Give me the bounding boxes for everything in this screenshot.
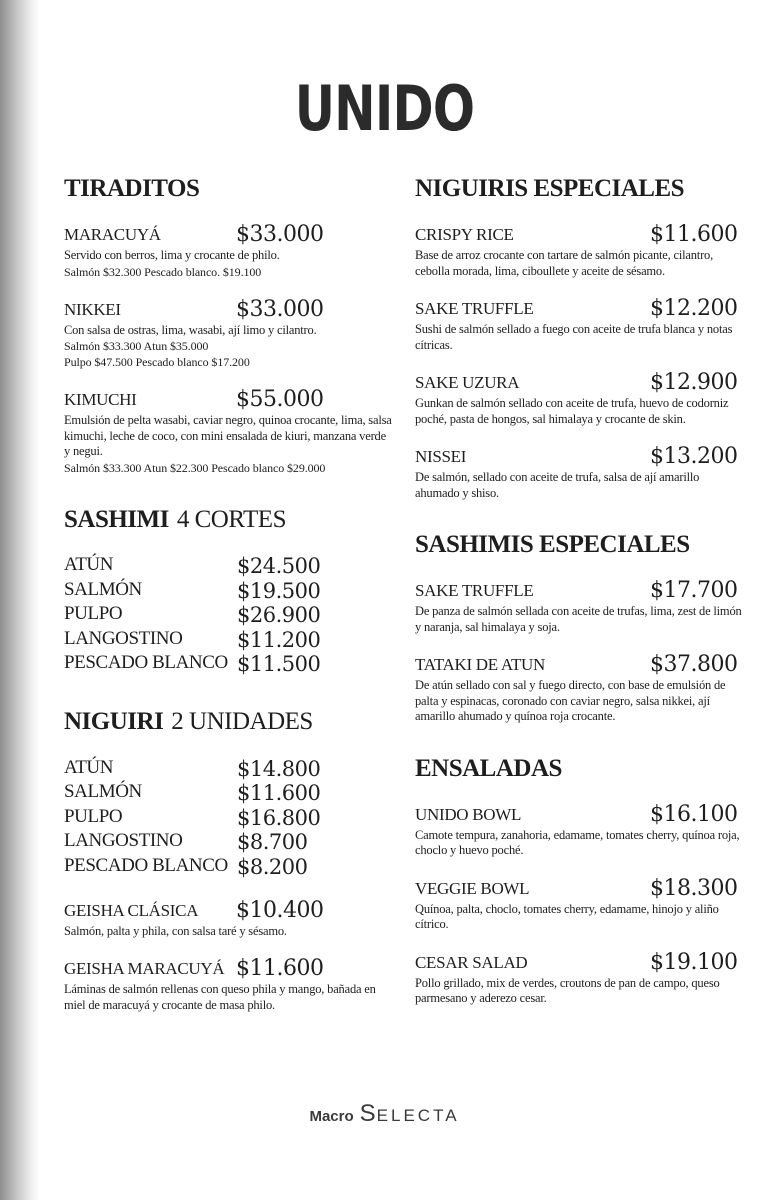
price-row-price: $8.700 (237, 830, 308, 854)
item-name: SAKE TRUFFLE (415, 581, 534, 600)
price-row-price: $8.200 (237, 854, 308, 879)
price-row-name: PESCADO BLANCO (64, 854, 228, 876)
item-price: $12.900 (650, 370, 738, 395)
price-row-name: SALMÓN (64, 578, 142, 600)
price-row (64, 756, 394, 781)
item-description: Salmón, palta y phila, con salsa taré y sésamo. (64, 923, 287, 938)
item-description: Servido con berros, lima y crocante de philo. (64, 248, 280, 262)
section-title-main: NIGUIRI (64, 708, 164, 735)
price-row (64, 830, 394, 855)
brand-footer (0, 1100, 769, 1128)
item-name: VEGGIE BOWL (415, 878, 530, 898)
item-description: Sushi de salmón sellado a fuego con aceite de trufa blanca y notas cítricas. (415, 322, 733, 352)
price-row-name: ATÚN (64, 756, 114, 778)
price-row-price: $11.200 (237, 627, 321, 652)
item-price: $16.100 (650, 801, 738, 827)
item-price: $33.000 (236, 296, 324, 322)
section-title (64, 506, 394, 534)
menu-item (415, 803, 745, 859)
item-price: $11.600 (650, 222, 738, 247)
menu-item (415, 579, 745, 635)
price-row-price: $24.500 (237, 554, 321, 578)
item-name: SAKE TRUFFLE (415, 299, 534, 318)
price-row (64, 554, 394, 579)
price-row-price: $11.600 (237, 781, 321, 805)
price-row (64, 578, 394, 603)
item-name: KIMUCHI (64, 390, 137, 409)
menu-item (64, 223, 394, 280)
section-subtitle: 4 CORTES (176, 505, 286, 533)
menu-item (415, 653, 745, 725)
section-title: SASHIMIS ESPECIALES (415, 531, 690, 558)
menu-item (415, 371, 745, 427)
brand-selecta-initial: S (359, 1100, 377, 1127)
item-name: SAKE UZURA (415, 373, 520, 392)
item-price: $19.100 (650, 949, 738, 975)
item-name: NIKKEI (64, 299, 121, 319)
item-description: Emulsión de pelta wasabi, caviar negro, quinoa crocante, lima, salsa kimuchi, leche de coco, con mini ensalada de kiuri, manzana verde y negui. (64, 413, 392, 458)
item-name: MARACUYÁ (64, 225, 161, 244)
item-name: CRISPY RICE (415, 225, 514, 244)
price-row-price: $14.800 (237, 756, 321, 781)
price-row (64, 781, 394, 806)
item-name: GEISHA CLÁSICA (64, 900, 199, 920)
section-title: ENSALADAS (415, 754, 562, 782)
section-title: TIRADITOS (64, 175, 200, 202)
price-row-name: PULPO (64, 805, 123, 827)
price-row (64, 603, 394, 628)
price-row-name: LANGOSTINO (64, 627, 183, 649)
item-price: $11.600 (236, 956, 324, 981)
price-row (64, 805, 394, 830)
item-description: Láminas de salmón rellenas con queso phila y mango, bañada en miel de maracuyá y crocante de masa philo. (64, 982, 376, 1012)
item-description: De atún sellado con sal y fuego directo, con base de emulsión de palta y espinacas, coronado con caviar negro, salsa nikkei, ají amarillo ahumado y quínoa roja crocante. (415, 678, 726, 723)
price-row-price: $11.500 (237, 652, 321, 676)
item-description: Gunkan de salmón sellado con aceite de trufa, huevo de codorniz poché, pasta de hongos, sal himalaya y crocante de skin. (415, 396, 729, 426)
menu-item (64, 957, 394, 1013)
item-description: Quínoa, palta, choclo, tomates cherry, edamame, hinojo y aliño cítrico. (415, 901, 719, 931)
item-description: Camote tempura, zanahoria, edamame, tomates cherry, quínoa roja, choclo y huevo poché. (415, 827, 740, 857)
item-name: UNIDO BOWL (415, 804, 522, 824)
right-column (415, 175, 745, 1025)
price-list (64, 554, 394, 677)
item-description: Con salsa de ostras, lima, wasabi, ají limo y cilantro. (64, 322, 317, 337)
page-binding-shadow (0, 0, 40, 1200)
section-sashimis-especiales (415, 531, 745, 725)
price-row-name: SALMÓN (64, 781, 142, 802)
item-price: $12.200 (650, 296, 738, 321)
item-price: $55.000 (236, 387, 324, 412)
brand-selecta-rest: ELECTA (376, 1106, 460, 1125)
item-price: $37.800 (650, 652, 738, 677)
item-price: $13.200 (650, 444, 738, 469)
section-tiraditos (64, 175, 394, 476)
item-description: De panza de salmón sellada con aceite de trufas, lima, zest de limón y naranja, sal himalaya y soja. (415, 604, 742, 634)
menu-item (415, 223, 745, 279)
price-row-price: $16.800 (237, 805, 321, 830)
item-variant-prices: Salmón $33.300 Atun $22.300 Pescado blanco $29.000 (64, 460, 326, 475)
item-price: $18.300 (650, 875, 738, 901)
item-variant-prices: Pulpo $47.500 Pescado blanco $17.200 (64, 355, 250, 369)
menu-item (415, 297, 745, 353)
price-row-name: LANGOSTINO (64, 830, 183, 851)
menu-item (415, 951, 745, 1007)
item-name: GEISHA MARACUYÁ (64, 959, 225, 978)
section-sashimi (64, 506, 394, 677)
section-subtitle: 2 UNIDADES (171, 708, 313, 735)
item-name: NISSEI (415, 447, 467, 466)
price-row-price: $26.900 (237, 603, 321, 627)
item-description: Pollo grillado, mix de verdes, croutons de pan de campo, queso parmesano y aderezo cesar. (415, 975, 720, 1005)
item-description: Base de arroz crocante con tartare de salmón picante, cilantro, cebolla morada, lima, ciboullete y aceite de sésamo. (415, 248, 714, 278)
price-row (64, 652, 394, 677)
item-variant-prices: Salmón $33.300 Atun $35.000 (64, 339, 209, 353)
brand-selecta (359, 1100, 460, 1127)
price-row-name: PESCADO BLANCO (64, 652, 228, 673)
menu-item (64, 388, 394, 476)
price-row (64, 854, 394, 879)
price-row (64, 627, 394, 652)
left-column (64, 175, 394, 1031)
item-price: $10.400 (236, 897, 324, 923)
price-row-name: ATÚN (64, 554, 114, 575)
section-ensaladas (415, 755, 745, 1007)
menu-item (415, 877, 745, 933)
item-variant-prices: Salmón $32.300 Pescado blanco. $19.100 (64, 264, 262, 279)
section-niguiri (64, 708, 394, 1013)
price-row-price: $19.500 (237, 578, 321, 603)
section-title (64, 708, 394, 736)
section-title-main: SASHIMI (64, 505, 169, 533)
section-niguiris-especiales (415, 175, 745, 501)
menu-title: UNIDO (294, 72, 475, 145)
price-list (64, 756, 394, 879)
item-price: $17.700 (650, 578, 738, 603)
item-description: De salmón, sellado con aceite de trufa, salsa de ají amarillo ahumado y shiso. (415, 470, 700, 500)
item-name: CESAR SALAD (415, 952, 528, 972)
item-price: $33.000 (236, 222, 324, 247)
brand-macro: Macro (309, 1108, 354, 1125)
menu-item (415, 445, 745, 501)
item-name: TATAKI DE ATUN (415, 655, 546, 674)
menu-item (64, 899, 394, 940)
price-row-name: PULPO (64, 603, 123, 624)
menu-item (64, 298, 394, 371)
section-title: NIGUIRIS ESPECIALES (415, 175, 685, 202)
